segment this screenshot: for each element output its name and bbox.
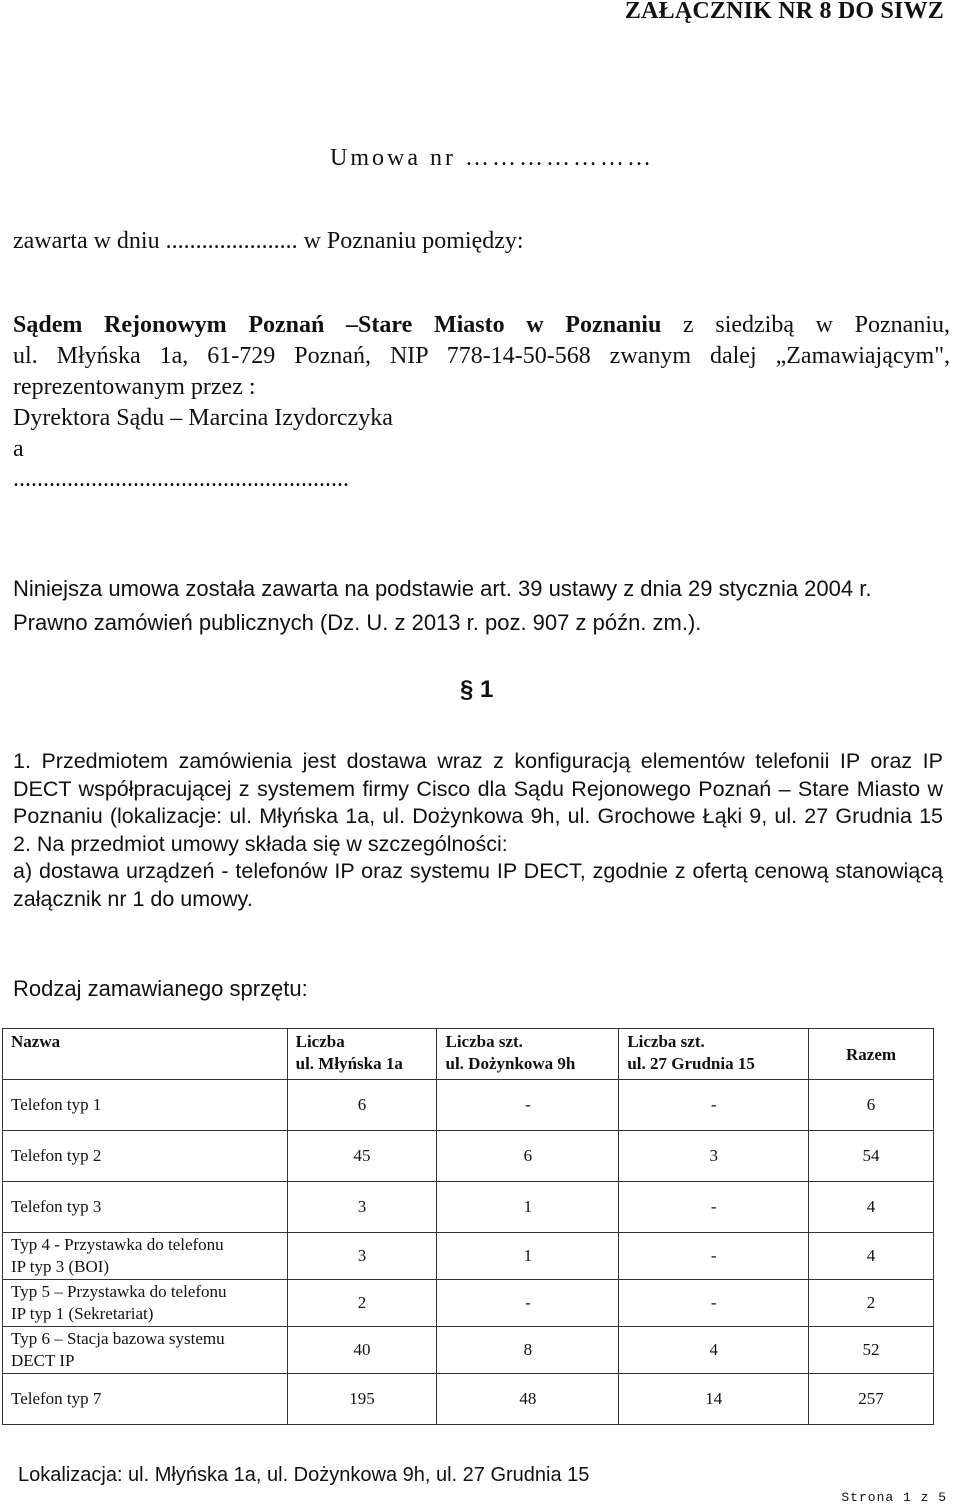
party-represented: reprezentowanym przez : xyxy=(13,374,256,400)
row-total: 52 xyxy=(809,1327,934,1374)
row-grudnia: 4 xyxy=(619,1327,809,1374)
row-total: 4 xyxy=(809,1233,934,1280)
table-row xyxy=(3,1327,934,1374)
table-row xyxy=(3,1374,934,1425)
legal-basis-line1: Niniejsza umowa została zawarta na podstawie art. 39 ustawy z dnia 29 stycznia 2004 r. xyxy=(13,576,872,601)
equipment-table xyxy=(2,1028,934,1425)
row-mlynska: 6 xyxy=(287,1080,437,1131)
date-line: zawarta w dniu ...................... w Poznaniu pomiędzy: xyxy=(13,228,524,254)
row-total: 2 xyxy=(809,1280,934,1327)
row-dozynkowa: 1 xyxy=(437,1233,619,1280)
clause-1: 1. Przedmiotem zamówienia jest dostawa wraz z konfiguracją elementów telefonii IP oraz IP DECT współpracującej z systemem firmy Cisco dla Sądu Rejonowego Poznań – Stare Miasto w Poznaniu (lokalizacje: ul. Młyńska 1a, ul. Dożynkowa 9h, ul. Grochowe Łąki 9, ul. 27 Grudnia 15 xyxy=(13,749,943,828)
row-mlynska: 45 xyxy=(287,1131,437,1182)
row-name: Telefon typ 3 xyxy=(3,1182,288,1233)
party-block xyxy=(13,310,950,465)
header-razem: Razem xyxy=(809,1029,934,1080)
page-number: Strona 1 z 5 xyxy=(841,1490,947,1505)
row-grudnia: - xyxy=(619,1233,809,1280)
party-director: Dyrektora Sądu – Marcina Izydorczyka xyxy=(13,405,393,431)
row-name: Typ 6 – Stacja bazowa systemu DECT IP xyxy=(3,1327,288,1374)
clause-2: 2. Na przedmiot umowy składa się w szczególności: xyxy=(13,831,508,856)
table-row xyxy=(3,1131,934,1182)
row-mlynska: 40 xyxy=(287,1327,437,1374)
row-total: 257 xyxy=(809,1374,934,1425)
row-mlynska: 3 xyxy=(287,1233,437,1280)
row-grudnia: 14 xyxy=(619,1374,809,1425)
row-total: 54 xyxy=(809,1131,934,1182)
legal-basis xyxy=(13,572,871,640)
table-header-row xyxy=(3,1029,934,1080)
footer-location: Lokalizacja: ul. Młyńska 1a, ul. Dożynkowa 9h, ul. 27 Grudnia 15 xyxy=(18,1464,590,1486)
header-dozynkowa: Liczba szt. ul. Dożynkowa 9h xyxy=(437,1029,619,1080)
row-dozynkowa: - xyxy=(437,1080,619,1131)
row-grudnia: - xyxy=(619,1280,809,1327)
row-name: Typ 4 - Przystawka do telefonu IP typ 3 (BOI) xyxy=(3,1233,288,1280)
contractor-placeholder: ........................................................ xyxy=(13,466,349,492)
row-name: Telefon typ 2 xyxy=(3,1131,288,1182)
row-mlynska: 2 xyxy=(287,1280,437,1327)
clauses xyxy=(13,748,943,913)
row-name: Telefon typ 7 xyxy=(3,1374,288,1425)
party-name: Sądem Rejonowym Poznań –Stare Miasto w Poznaniu xyxy=(13,312,662,338)
row-mlynska: 195 xyxy=(287,1374,437,1425)
header-mlynska: Liczba ul. Młyńska 1a xyxy=(287,1029,437,1080)
header-grudnia: Liczba szt. ul. 27 Grudnia 15 xyxy=(619,1029,809,1080)
clause-2a: a) dostawa urządzeń - telefonów IP oraz systemu IP DECT, zgodnie z ofertą cenową stanowiącą załącznik nr 1 do umowy. xyxy=(13,859,943,911)
table-row xyxy=(3,1080,934,1131)
row-total: 6 xyxy=(809,1080,934,1131)
section-mark: § 1 xyxy=(460,676,494,703)
contract-title: Umowa nr ………………… xyxy=(330,145,654,171)
row-name: Telefon typ 1 xyxy=(3,1080,288,1131)
legal-basis-line2: Prawno zamówień publicznych (Dz. U. z 2013 r. poz. 907 z późn. zm.). xyxy=(13,610,702,635)
row-dozynkowa: 48 xyxy=(437,1374,619,1425)
row-total: 4 xyxy=(809,1182,934,1233)
row-mlynska: 3 xyxy=(287,1182,437,1233)
row-dozynkowa: 1 xyxy=(437,1182,619,1233)
attachment-header: ZAŁĄCZNIK NR 8 DO SIWZ xyxy=(624,0,944,24)
equipment-heading: Rodzaj zamawianego sprzętu: xyxy=(13,976,308,1001)
row-grudnia: - xyxy=(619,1080,809,1131)
table-row xyxy=(3,1280,934,1327)
table-row xyxy=(3,1182,934,1233)
row-dozynkowa: 8 xyxy=(437,1327,619,1374)
row-grudnia: - xyxy=(619,1182,809,1233)
row-name: Typ 5 – Przystawka do telefonu IP typ 1 (Sekretariat) xyxy=(3,1280,288,1327)
table-row xyxy=(3,1233,934,1280)
party-and: a xyxy=(13,436,24,462)
row-dozynkowa: 6 xyxy=(437,1131,619,1182)
party-address: ul. Młyńska 1a, 61-729 Poznań, NIP 778-14-50-568 zwanym dalej „Zamawiającym", xyxy=(13,343,950,369)
header-nazwa: Nazwa xyxy=(3,1029,288,1080)
row-dozynkowa: - xyxy=(437,1280,619,1327)
party-seat: z siedzibą w Poznaniu, xyxy=(661,312,951,338)
row-grudnia: 3 xyxy=(619,1131,809,1182)
